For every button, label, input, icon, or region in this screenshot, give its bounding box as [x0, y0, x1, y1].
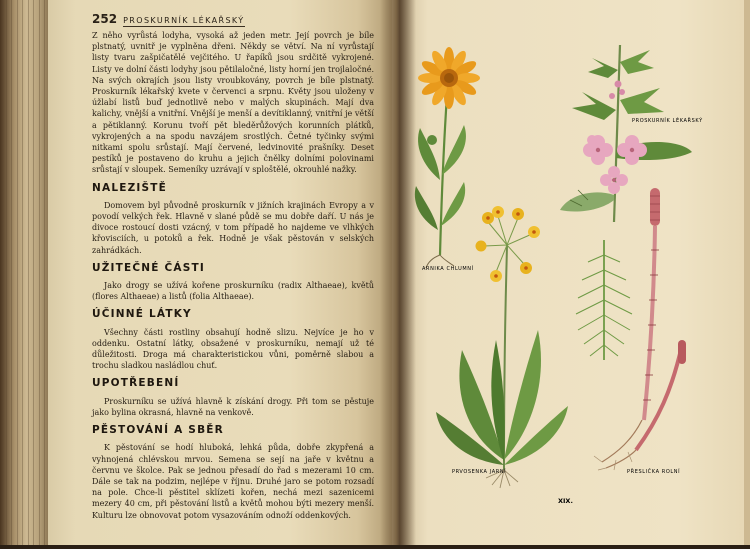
arnica-illustration	[415, 47, 480, 268]
section-text-uzitecne-casti: Jako drogy se užívá kořene proskurníku (radix Althaeae), květů (flores Althaeae) a listů (folia Althaeae).	[92, 281, 374, 302]
section-text-naleziste: Domovem byl původně proskurník v jižních krajinách Evropy a v povodí velkých řek. Hlavně v slané půdě se mu dobře daří. U nás je divoce rostoucí dosti vzácný, v tom případě ho najdeme ve vlhkých křovisciích, u potoků a řek. Hodně je však pěstován v selských zahrádkách.	[92, 200, 374, 255]
section-title-ucinne-latky: ÚČINNÉ LÁTKY	[92, 308, 192, 321]
page-header	[92, 12, 245, 27]
section-text-ucinne-latky: Všechny části rostliny obsahují hodně slizu. Nejvíce je ho v oddenku. Ostatní látky, obsažené v proskurníku, nemají už té důležitosti. Droga má charakteristickou vůni, poměrně slabou a trochu sladkou nasládlou chuť.	[92, 327, 374, 371]
section-title-uzitecne-casti: UŽITEČNÉ ČÁSTI	[92, 261, 205, 274]
intro-paragraph: Z něho vyrůstá lodyha, vysoká až jeden metr. Její povrch je bíle plstnatý, uvnitř je vyplněna dřeni. Někdy se větví. Na ní vyrůstají listy tvaru zašpičatělé vejčitého. U řapíků jsou srdčitě vykrojené. Listy ve dolní části lodyhy jsou pětilaločné, listy horní jen trojlaločné. Na svých okrajích jsou listy vroubkovány, povrch je bíle plstnatý. Proskurník lékařský kvete v červenci a srpnu. Květy jsou uloženy v úžlabí listů buď jednotlivě nebo v malých skupinách. Mají dva kalichy, vnější a vnitřní. Vnější je menší a devítiklanný, vnitřní je větší a pětiklanný. Korunu tvoří pět bleděrůžových korunních plátků, vykrojených a na spodu navzájem srostlých. Četné tyčinky svými nitkami spolu srůstají. Mají červené, ledvinovité prašníky. Deset pestíků je postaveno do kruhu a jejich čnělky dolními polovinami srůstají v sloupek. Semeníky uzrávají v sploštělé, okrouhlé nažky.	[92, 31, 374, 175]
section-title-upotrebeni: UPOTŘEBENÍ	[92, 377, 180, 390]
page-number: 252	[92, 12, 118, 26]
marshmallow-illustration	[560, 45, 692, 222]
horsetail-green-illustration	[576, 240, 632, 360]
section-title-naleziste: NALEZIŠTĚ	[92, 181, 167, 194]
label-arnica: ARNIKA CHLUMNÍ	[422, 266, 474, 272]
section-title-pestovani-a-sber: PĚSTOVÁNÍ A SBĚR	[92, 424, 224, 437]
horsetail-fertile-illustration	[594, 188, 686, 470]
running-title: PROSKURNÍK LÉKAŘSKÝ	[123, 16, 245, 25]
text-column	[92, 30, 374, 521]
label-marshmallow: PROSKURNÍK LÉKAŘSKÝ	[632, 118, 703, 124]
page-edges-left	[0, 0, 48, 545]
botanical-plate	[392, 0, 750, 545]
label-primrose: PRVOSENKA JARNÍ	[452, 469, 507, 475]
plate-number: XIX.	[558, 497, 573, 505]
section-text-upotrebeni: Proskurníku se užívá hlavně k získání drogy. Při tom se pěstuje jako bylina okrasná, hlavně na venkově.	[92, 396, 374, 417]
label-horsetail: PŘESLIČKA ROLNÍ	[627, 469, 681, 475]
section-text-pestovani-a-sber: K pěstování se hodí hluboká, lehká půda, dobře zkypřená a vyhnojená chlévskou mrvou. Semena se sejí na jaře v květnu a červnu ve školce. Pak se jednou přesadí do řad s mezerami 10 cm. Dále se tak na podzim, nejlépe v říjnu. Druhé jaro se potom rozsadí na pole. Chce-li pěstitel sklízeti kořen, nechá mezi sazenicemi mezery 40 cm, při pěstování listů a květů mohou býti mezery menší. Kulturu lze obnovovat potom vysazováním odnoží oddenkových.	[92, 443, 374, 520]
primrose-illustration	[436, 206, 568, 488]
